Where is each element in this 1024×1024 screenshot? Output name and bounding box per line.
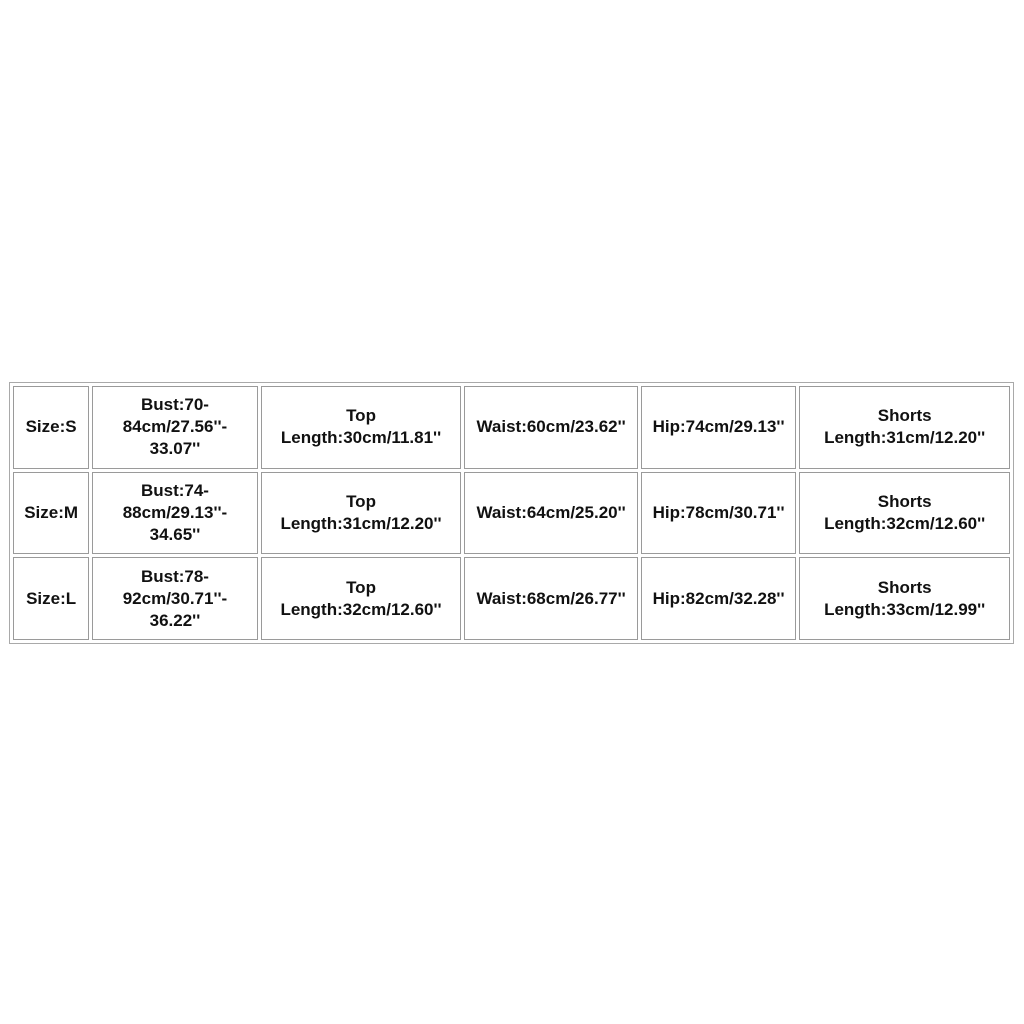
table-row	[13, 472, 1010, 555]
shorts-length-cell: Shorts Length:33cm/12.99''	[799, 557, 1010, 640]
hip-cell: Hip:82cm/32.28''	[641, 557, 796, 640]
top-length-cell: Top Length:31cm/12.20''	[261, 472, 462, 555]
bust-cell: Bust:70- 84cm/27.56''- 33.07''	[92, 386, 258, 469]
size-cell: Size:L	[13, 557, 89, 640]
top-length-cell: Top Length:30cm/11.81''	[261, 386, 462, 469]
shorts-length-cell: Shorts Length:31cm/12.20''	[799, 386, 1010, 469]
waist-cell: Waist:60cm/23.62''	[464, 386, 638, 469]
bust-cell: Bust:74- 88cm/29.13''- 34.65''	[92, 472, 258, 555]
size-cell: Size:S	[13, 386, 89, 469]
top-length-cell: Top Length:32cm/12.60''	[261, 557, 462, 640]
size-cell: Size:M	[13, 472, 89, 555]
hip-cell: Hip:74cm/29.13''	[641, 386, 796, 469]
shorts-length-cell: Shorts Length:32cm/12.60''	[799, 472, 1010, 555]
bust-cell: Bust:78- 92cm/30.71''- 36.22''	[92, 557, 258, 640]
size-chart-table	[9, 382, 1014, 644]
waist-cell: Waist:68cm/26.77''	[464, 557, 638, 640]
waist-cell: Waist:64cm/25.20''	[464, 472, 638, 555]
table-row	[13, 386, 1010, 469]
table-row	[13, 557, 1010, 640]
hip-cell: Hip:78cm/30.71''	[641, 472, 796, 555]
